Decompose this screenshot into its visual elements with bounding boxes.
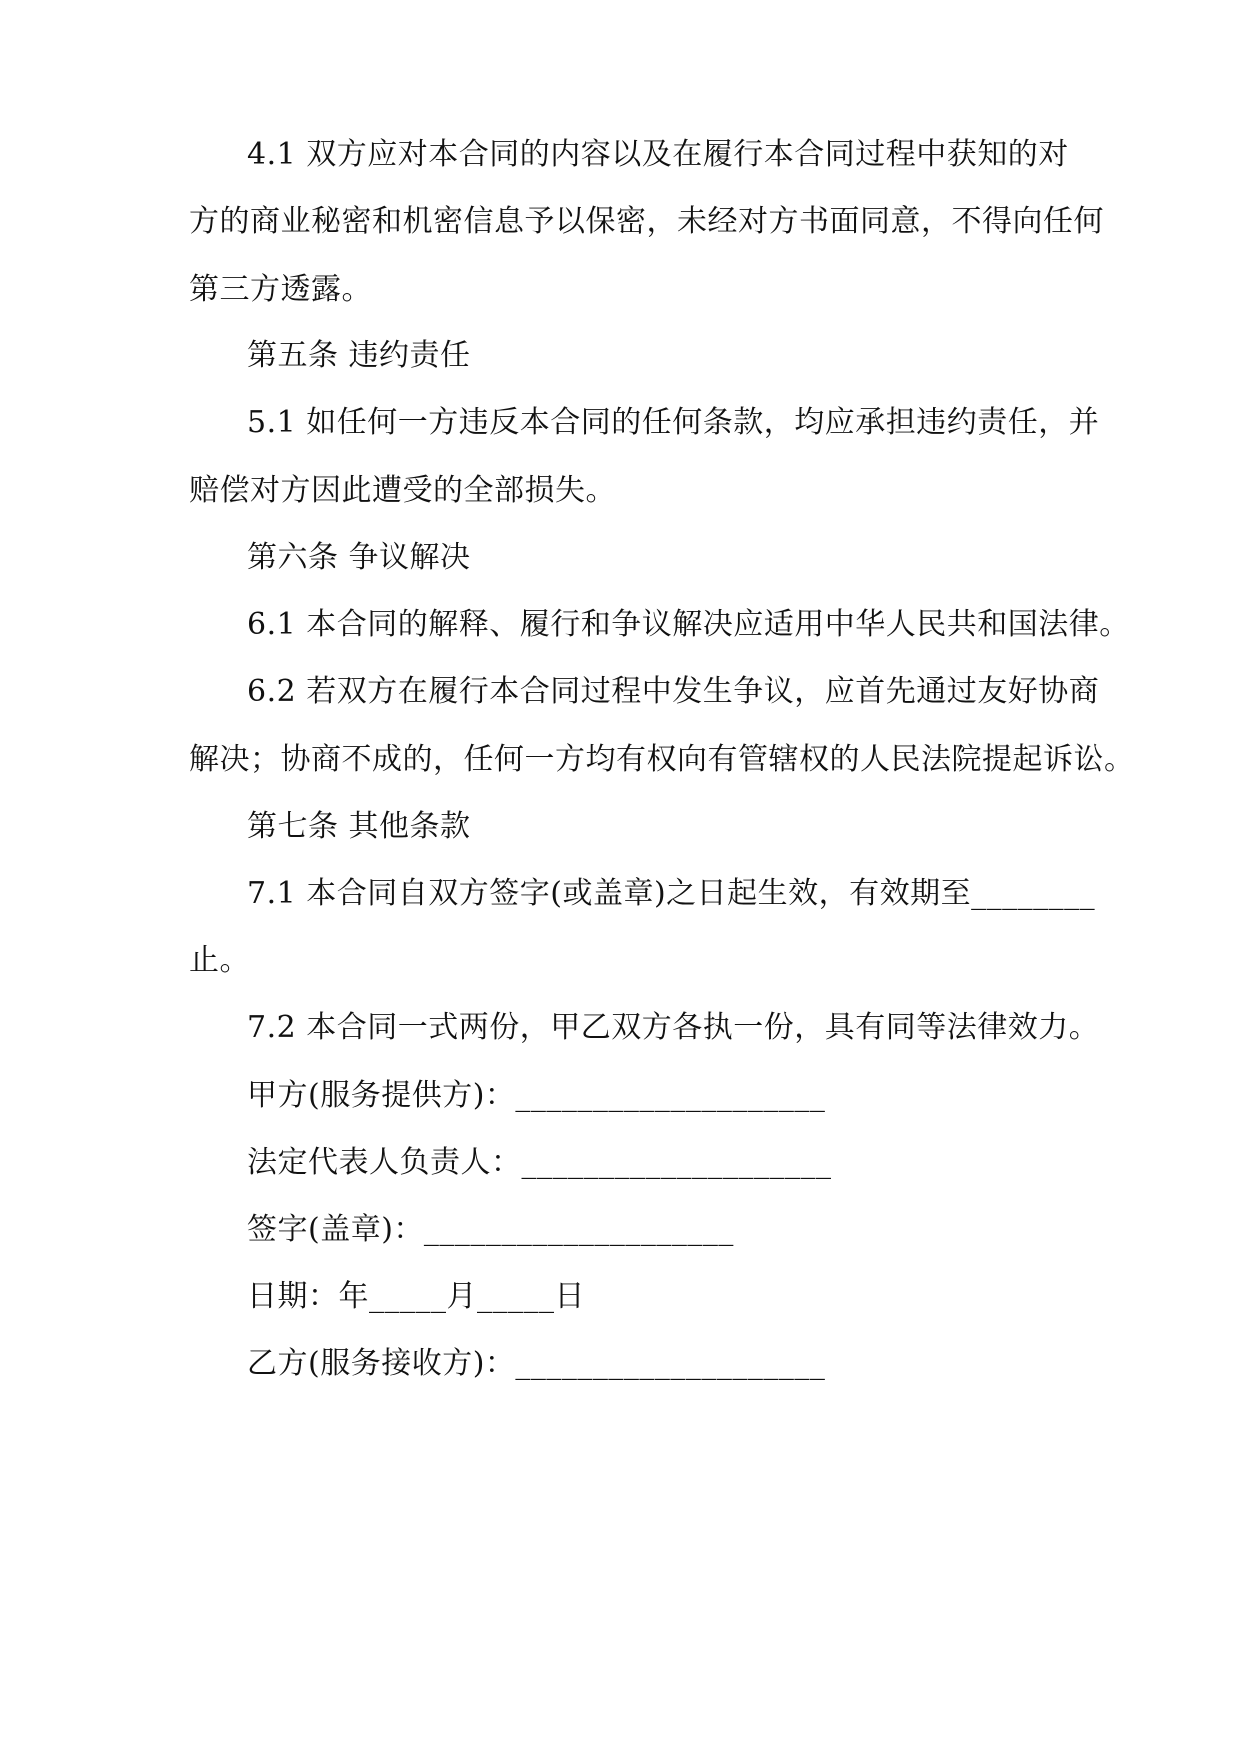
article-6-heading: 第六条 争议解决	[247, 540, 471, 575]
clause-4-1-line-2: 方的商业秘密和机密信息予以保密，未经对方书面同意，不得向任何	[189, 204, 1104, 239]
clause-7-1-line-2: 止。	[189, 943, 250, 978]
party-a-field: 甲方(服务提供方)：____________________	[247, 1078, 826, 1113]
article-7-heading: 第七条 其他条款	[247, 809, 471, 844]
clause-4-1-line-3: 第三方透露。	[189, 272, 372, 307]
party-b-field: 乙方(服务接收方)：____________________	[247, 1346, 826, 1381]
signature-seal-field: 签字(盖章)：____________________	[247, 1212, 734, 1247]
clause-6-2-line-2: 解决；协商不成的，任何一方均有权向有管辖权的人民法院提起诉讼。	[189, 742, 1135, 777]
article-5-heading: 第五条 违约责任	[247, 338, 471, 373]
clause-5-1-line-1: 5.1 如任何一方违反本合同的任何条款，均应承担违约责任，并	[247, 405, 1100, 440]
clause-5-1-line-2: 赔偿对方因此遭受的全部损失。	[189, 473, 616, 508]
clause-6-1: 6.1 本合同的解释、履行和争议解决应适用中华人民共和国法律。	[247, 607, 1130, 642]
clause-7-2: 7.2 本合同一式两份，甲乙双方各执一份，具有同等法律效力。	[247, 1010, 1100, 1045]
clause-4-1-line-1: 4.1 双方应对本合同的内容以及在履行本合同过程中获知的对	[247, 137, 1069, 172]
clause-7-1-line-1: 7.1 本合同自双方签字(或盖章)之日起生效，有效期至________	[247, 876, 1096, 911]
legal-representative-field: 法定代表人负责人：____________________	[247, 1145, 832, 1180]
clause-6-2-line-1: 6.2 若双方在履行本合同过程中发生争议，应首先通过友好协商	[247, 674, 1100, 709]
date-field: 日期：年_____月_____日	[247, 1279, 585, 1314]
